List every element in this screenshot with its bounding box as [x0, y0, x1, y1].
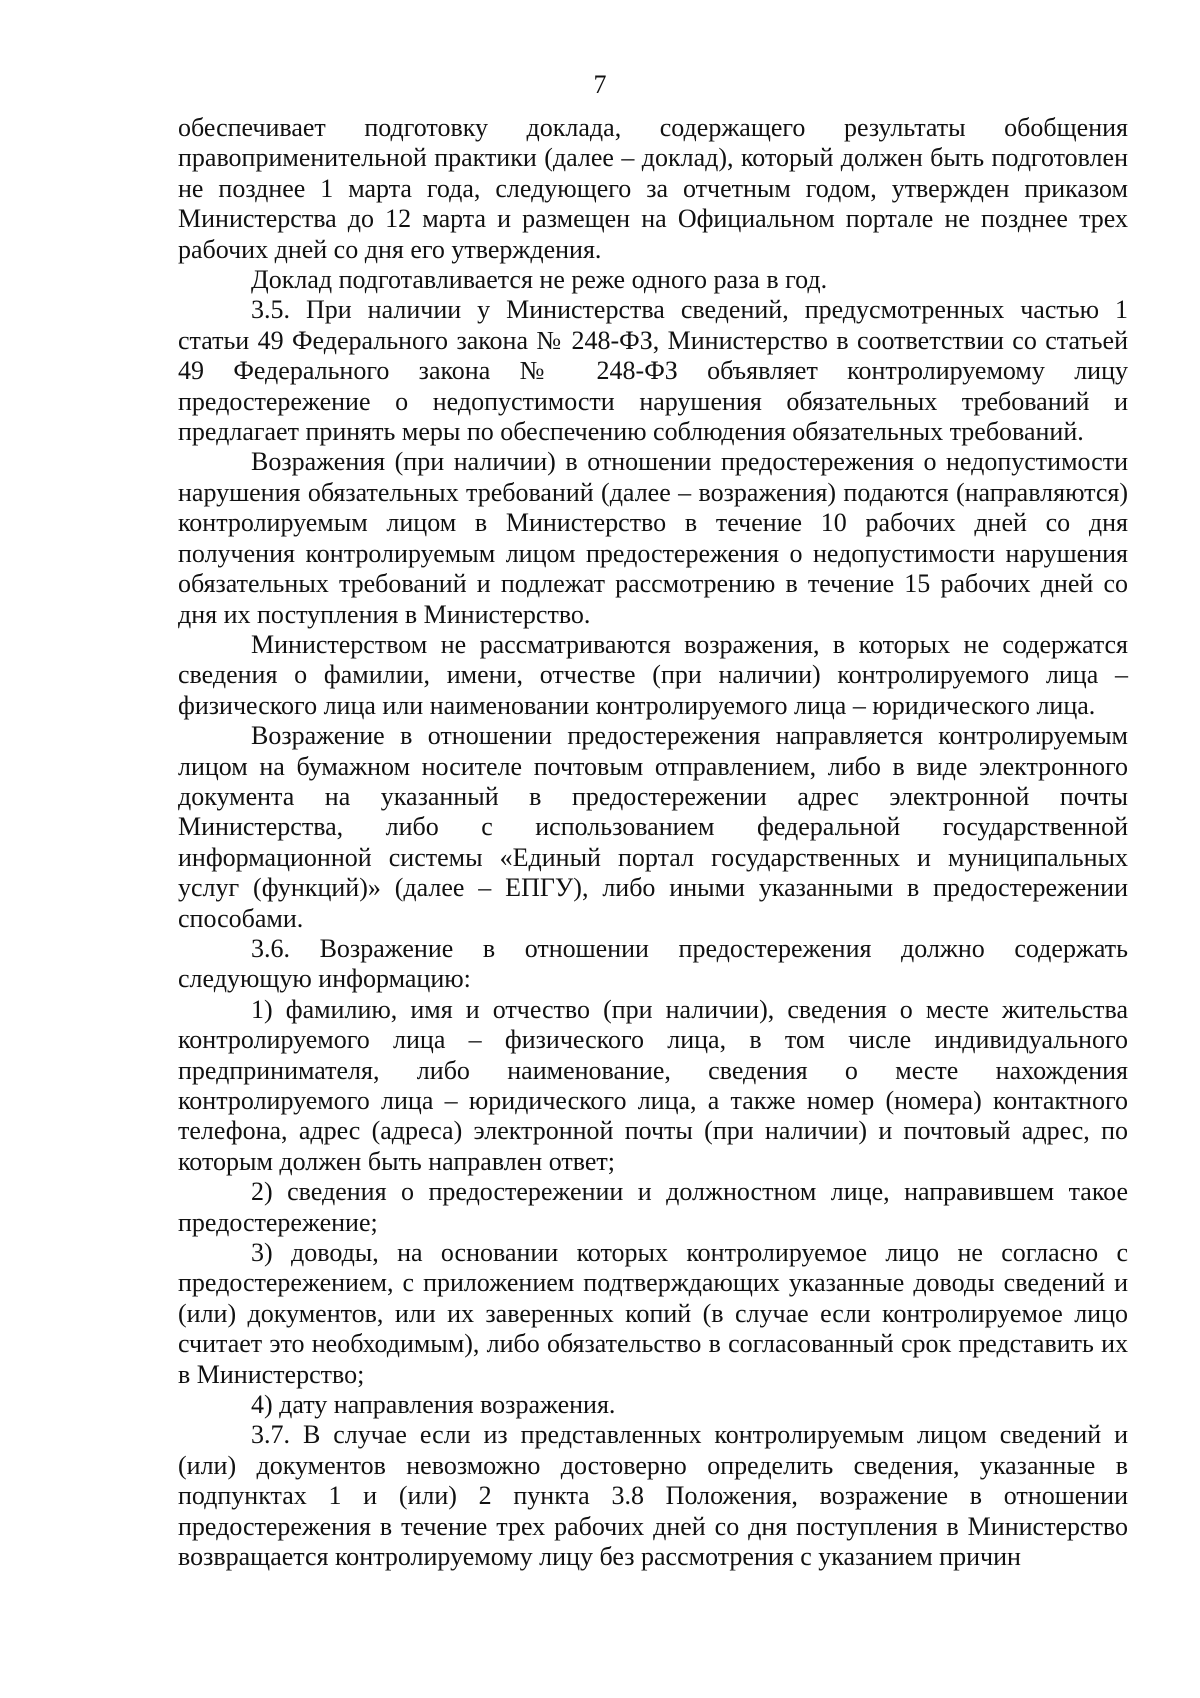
paragraph-3-7: 3.7. В случае если из представленных контролируемым лицом сведений и (или) документов невозможно достоверно определить сведения, указанные в подпунктах 1 и (или) 2 пункта 3.8 Положения, возражение в отношении предостережения в течение трех рабочих дней со дня поступления в Министерство возвращается контролируемому лицу без рассмотрения с указанием причин [178, 1420, 1128, 1572]
paragraph-3-6: 3.6. Возражение в отношении предостережения должно содержать следующую информацию: [178, 933, 1128, 994]
paragraph-objection-submission: Возражение в отношении предостережения направляется контролируемым лицом на бумажном носителе почтовым отправлением, либо в виде электронного документа на указанный в предостережении адрес электронной почты Министерства, либо с использованием федеральной государственной информационной системы «Единый портал государственных и муниципальных услуг (функций)» (далее – ЕПГУ), либо иными указанными в предостережении способами. [178, 721, 1128, 933]
list-item-3: 3) доводы, на основании которых контролируемое лицо не согласно с предостережением, с приложением подтверждающих указанные доводы сведений и (или) документов, или их заверенных копий (в случае если контролируемое лицо считает это необходимым), либо обязательство в согласованный срок представить их в Министерство; [178, 1238, 1128, 1389]
page-number: 7 [593, 70, 607, 99]
list-item-4: 4) дату направления возражения. [251, 1390, 616, 1420]
paragraph-objections-deadline: Возражения (при наличии) в отношении предостережения о недопустимости нарушения обязательных требований (далее – возражения) подаются (направляются) контролируемым лицом в Министерство в течение 10 рабочих дней со дня получения контролируемым лицом предостережения о недопустимости нарушения обязательных требований и подлежат рассмотрению в течение 15 рабочих дней со дня их поступления в Министерство. [178, 447, 1128, 629]
list-item-1: 1) фамилию, имя и отчество (при наличии), сведения о месте жительства контролируемого лица – физического лица, в том числе индивидуального предпринимателя, либо наименование, сведения о месте нахождения контролируемого лица – юридического лица, а также номер (номера) контактного телефона, адрес (адреса) электронной почты (при наличии) и почтовый адрес, по которым должен быть направлен ответ; [178, 994, 1128, 1176]
paragraph-report-frequency: Доклад подготавливается не реже одного раза в год. [251, 265, 828, 295]
document-body [178, 113, 1128, 1573]
paragraph-3-5: 3.5. При наличии у Министерства сведений, предусмотренных частью 1 статьи 49 Федерального закона № 248-ФЗ, Министерство в соответствии со статьей 49 Федерального закона № 248-ФЗ объявляет контролируемому лицу предостережение о недопустимости нарушения обязательных требований и предлагает принять меры по обеспечению соблюдения обязательных требований. [178, 295, 1128, 447]
paragraph-continuation: обеспечивает подготовку доклада, содержащего результаты обобщения правоприменительной практики (далее – доклад), который должен быть подготовлен не позднее 1 марта года, следующего за отчетным годом, утвержден приказом Министерства до 12 марта и размещен на Официальном портале не позднее трех рабочих дней со дня его утверждения. [178, 113, 1128, 264]
list-item-2: 2) сведения о предостережении и должностном лице, направившем такое предостережение; [178, 1177, 1128, 1237]
paragraph-objections-not-considered: Министерством не рассматриваются возражения, в которых не содержатся сведения о фамилии, имени, отчестве (при наличии) контролируемого лица – физического лица или наименовании контролируемого лица – юридического лица. [178, 629, 1128, 720]
